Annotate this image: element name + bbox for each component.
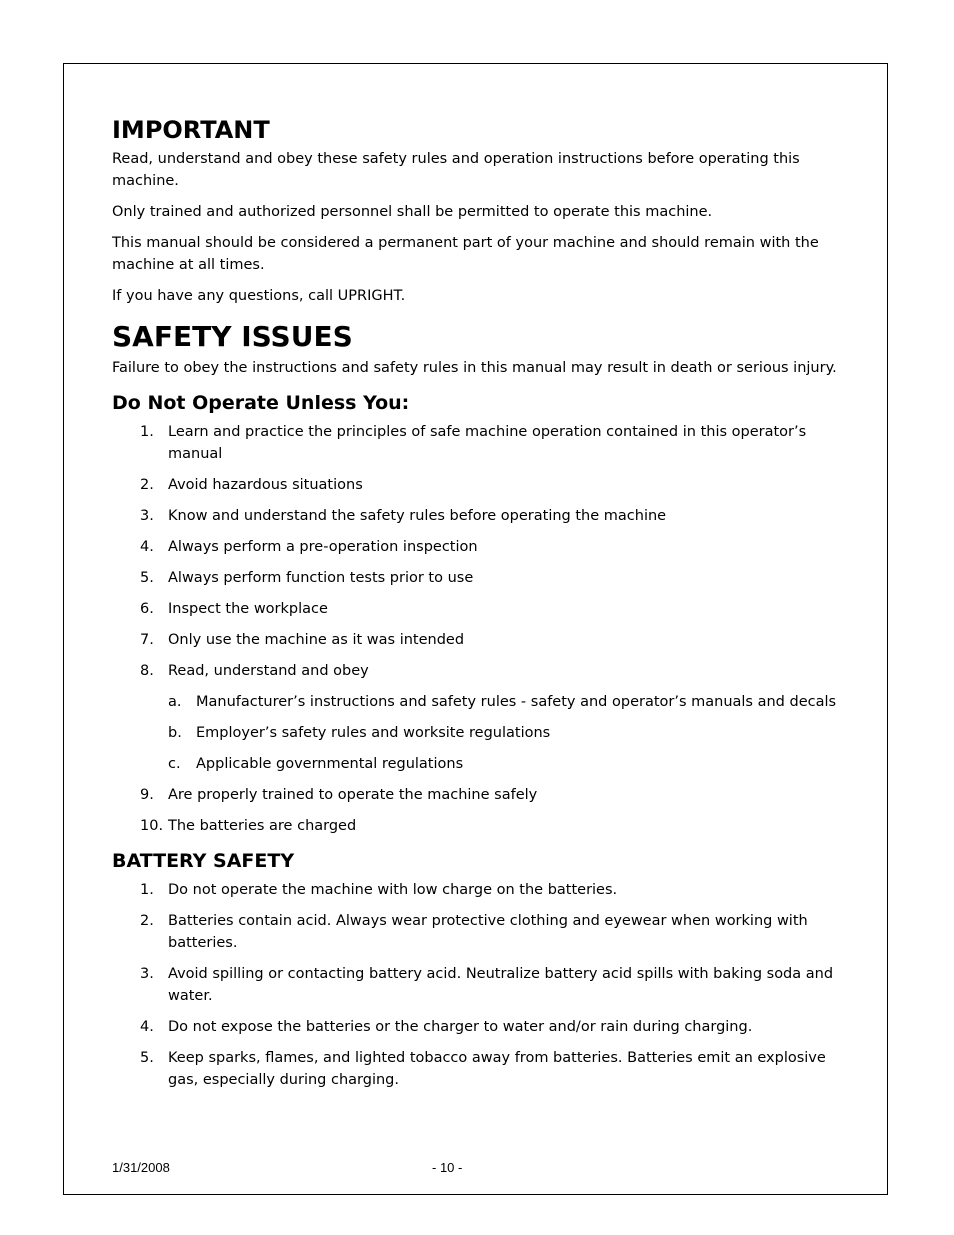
- sub-list-text: Applicable governmental regulations: [196, 756, 464, 772]
- list-item: [112, 784, 847, 806]
- list-number: 3.: [140, 966, 154, 982]
- list-text: Avoid spilling or contacting battery acid. Neutralize battery acid spills with baking soda and water.: [168, 966, 834, 1004]
- page-content: [112, 112, 847, 1100]
- list-number: 6.: [140, 601, 154, 617]
- sub-list-text: Employer’s safety rules and worksite regulations: [196, 725, 551, 741]
- list-text: Always perform function tests prior to use: [168, 570, 474, 586]
- sub-list-item: [112, 722, 847, 744]
- list-item: [112, 567, 847, 589]
- list-number: 2.: [140, 913, 154, 929]
- footer-date: 1/31/2008: [112, 1160, 170, 1175]
- list-text: Are properly trained to operate the machine safely: [168, 787, 538, 803]
- battery-safety-list: [112, 879, 847, 1091]
- list-number: 1.: [140, 882, 154, 898]
- important-heading: IMPORTANT: [112, 116, 270, 144]
- list-number: 5.: [140, 570, 154, 586]
- safety-issues-heading: SAFETY ISSUES: [112, 320, 353, 353]
- list-item: [112, 1047, 847, 1091]
- sub-list-text: Manufacturer’s instructions and safety rules - safety and operator’s manuals and decals: [196, 694, 837, 710]
- do-not-operate-list: [112, 421, 847, 837]
- list-item: [112, 660, 847, 682]
- footer-page-number: - 10 -: [432, 1160, 463, 1175]
- list-number: 2.: [140, 477, 154, 493]
- list-text: Always perform a pre-operation inspection: [168, 539, 478, 555]
- important-paragraph: Only trained and authorized personnel shall be permitted to operate this machine.: [112, 204, 713, 220]
- list-number: 9.: [140, 787, 154, 803]
- list-item: [112, 536, 847, 558]
- list-item: [112, 910, 847, 954]
- list-item: [112, 879, 847, 901]
- do-not-operate-heading: Do Not Operate Unless You:: [112, 392, 410, 414]
- list-item: [112, 629, 847, 651]
- sub-list-item: [112, 753, 847, 775]
- list-text: Batteries contain acid. Always wear protective clothing and eyewear when working with batteries.: [168, 913, 808, 951]
- list-number: 1.: [140, 424, 154, 440]
- list-text: Do not expose the batteries or the charger to water and/or rain during charging.: [168, 1019, 753, 1035]
- list-number: 5.: [140, 1050, 154, 1066]
- list-text: Learn and practice the principles of safe machine operation contained in this operator’s manual: [168, 424, 807, 462]
- list-text: Know and understand the safety rules before operating the machine: [168, 508, 667, 524]
- sub-list-letter: b.: [168, 725, 182, 741]
- list-item: [112, 598, 847, 620]
- battery-safety-heading: BATTERY SAFETY: [112, 850, 295, 872]
- list-text: Read, understand and obey: [168, 663, 369, 679]
- list-item: [112, 1016, 847, 1038]
- list-number: 3.: [140, 508, 154, 524]
- important-paragraph: This manual should be considered a permanent part of your machine and should remain with the machine at all times.: [112, 235, 819, 273]
- list-number: 7.: [140, 632, 154, 648]
- safety-issues-intro: Failure to obey the instructions and safety rules in this manual may result in death or serious injury.: [112, 360, 837, 376]
- list-item: [112, 815, 847, 837]
- sub-list-item: [112, 691, 847, 713]
- list-text: Do not operate the machine with low charge on the batteries.: [168, 882, 618, 898]
- important-paragraph: If you have any questions, call UPRIGHT.: [112, 288, 406, 304]
- important-paragraph: Read, understand and obey these safety rules and operation instructions before operating this machine.: [112, 151, 800, 189]
- list-item: [112, 963, 847, 1007]
- sub-list-letter: c.: [168, 756, 181, 772]
- list-text: The batteries are charged: [168, 818, 357, 834]
- list-number: 8.: [140, 663, 154, 679]
- list-text: Inspect the workplace: [168, 601, 328, 617]
- list-number: 10.: [140, 818, 164, 834]
- list-item: [112, 505, 847, 527]
- list-item: [112, 474, 847, 496]
- list-text: Avoid hazardous situations: [168, 477, 363, 493]
- list-number: 4.: [140, 539, 154, 555]
- sub-list-letter: a.: [168, 694, 182, 710]
- list-number: 4.: [140, 1019, 154, 1035]
- list-item: [112, 421, 847, 465]
- list-text: Keep sparks, flames, and lighted tobacco away from batteries. Batteries emit an explosive gas, especially during charging.: [168, 1050, 826, 1088]
- list-text: Only use the machine as it was intended: [168, 632, 465, 648]
